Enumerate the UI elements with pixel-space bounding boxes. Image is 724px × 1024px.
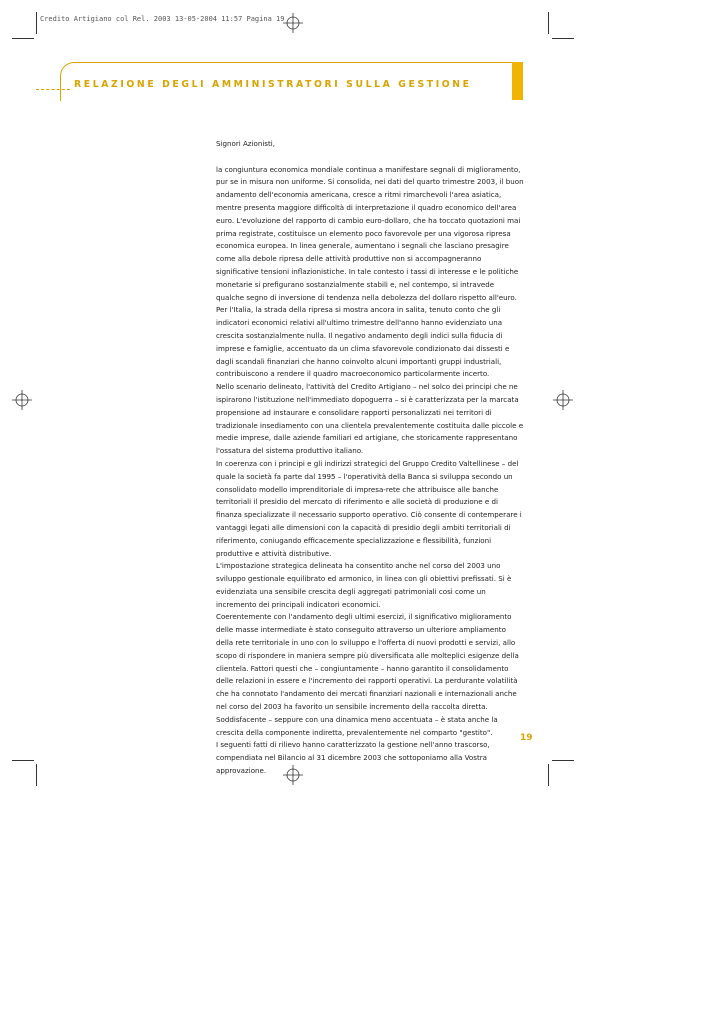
header-dashed-rule <box>36 89 70 90</box>
paragraph: L'impostazione strategica delineata ha consentito anche nel corso del 2003 uno sviluppo gestionale equilibrato ed armonico, in linea con gli obiettivi prefissati. Si è evidenziata una sensibile crescita degli aggregati patrimoniali così come un incremento dei principali indicatori economici. <box>216 561 512 609</box>
registration-mark-icon <box>12 390 32 410</box>
crop-mark <box>12 760 34 761</box>
paragraph: la congiuntura economica mondiale continua a manifestare segnali di miglioramento, pur se in misura non uniforme. Si consolida, nei dati del quarto trimestre 2003, il buon andamento dell'economia americana, cresce a ritmi rimarchevoli l'area asiatica, mentre presenta maggiore difficoltà di interpretazione il quadro economico dell'area euro. L'evoluzione del rapporto di cambio euro-dollaro, che ha toccato quotazioni mai prima registrate, costituisce un elemento poco favorevole per una vigorosa ripresa economica europea. In linea generale, aumentano i segnali che lasciano presagire come alla debole ripresa delle attività produttive non si accompagneranno significative tensioni inflazionistiche. In tale contesto i tassi di interesse e le politiche monetarie si prefigurano sostanzialmente stabili e, nel contempo, si intravede qualche segno di inversione di tendenza nella debolezza del dollaro rispetto all'euro. <box>216 164 524 302</box>
registration-mark-icon <box>283 13 303 33</box>
crop-mark <box>548 764 549 786</box>
salutation: Signori Azionisti, <box>216 139 276 148</box>
section-title: RELAZIONE DEGLI AMMINISTRATORI SULLA GESTIONE <box>74 79 472 90</box>
crop-mark <box>552 760 574 761</box>
crop-mark <box>36 12 37 34</box>
crop-mark <box>552 38 574 39</box>
crop-mark <box>36 764 37 786</box>
print-slug: Credito Artigiano col Rel. 2003 13-05-2004 11:57 Pagina 19 <box>40 15 285 23</box>
paragraph: Coerentemente con l'andamento degli ultimi esercizi, il significativo miglioramento delle masse intermediate è stato conseguito attraverso un ulteriore ampliamento della rete territoriale in uno con lo sviluppo e l'offerta di nuovi prodotti e servizi, allo scopo di rispondere in maniera sempre più diversificata alle molteplici esigenze della clientela. Fattori questi che – congiuntamente – hanno garantito il consolidamento delle relazioni in essere e l'incremento dei rapporti operativi. La perdurante volatilità che ha connotato l'andamento dei mercati finanziari nazionali e internazionali anche nel corso del 2003 ha favorito un sensibile incremento della raccolta diretta. Soddisfacente – seppure con una dinamica meno accentuata – è stata anche la crescita della componente indiretta, prevalentemente nel comparto "gestito". <box>216 612 519 737</box>
paragraph: Per l'Italia, la strada della ripresa si mostra ancora in salita, tenuto conto che gli indicatori economici relativi all'ultimo trimestre dell'anno hanno evidenziato una crescita sostanzialmente nulla. Il negativo andamento degli indici sulla fiducia di imprese e famiglie, accentuato da un clima sfavorevole condizionato dai dissesti e dagli scandali finanziari che hanno coinvolto alcuni importanti gruppi industriali, contribuiscono a rendere il quadro macroeconomico particolarmente incerto. <box>216 305 510 379</box>
paragraph: In coerenza con i principi e gli indirizzi strategici del Gruppo Credito Valtellinese – del quale la società fa parte dal 1995 – l'operatività della Banca si sviluppa secondo un consolidato modello imprenditoriale di impresa-rete che attribuisce alle banche territoriali il presidio del mercato di riferimento e alle società di produzione e di finanza specializzate il necessario supporto operativo. Ciò consente di contemperare i vantaggi legati alle dimensioni con la capacità di presidio degli ambiti territoriali di riferimento, coniugando efficacemente specializzazione e flessibilità, funzioni produttive e attività distributive. <box>216 458 522 558</box>
paragraph: I seguenti fatti di rilievo hanno caratterizzato la gestione nell'anno trascorso, compendiata nel Bilancio al 31 dicembre 2003 che sottoponiamo alla Vostra approvazione. <box>216 740 490 776</box>
crop-mark <box>12 38 34 39</box>
page-number: 19 <box>520 733 533 743</box>
paragraph: Nello scenario delineato, l'attività del Credito Artigiano – nel solco dei principi che ne ispirarono l'istituzione nell'immediato dopoguerra – si è caratterizzata per la marcata propensione ad instaurare e consolidare rapporti personalizzati nei territori di tradizionale insediamento con una clientela prevalentemente costituita dalle piccole e medie imprese, dalle aziende familiari ed artigiane, che storicamente rappresentano l'ossatura del sistema produttivo italiano. <box>216 382 524 456</box>
body-text <box>216 138 524 778</box>
registration-mark-icon <box>553 390 573 410</box>
crop-mark <box>548 12 549 34</box>
header-accent-bar <box>512 62 523 100</box>
